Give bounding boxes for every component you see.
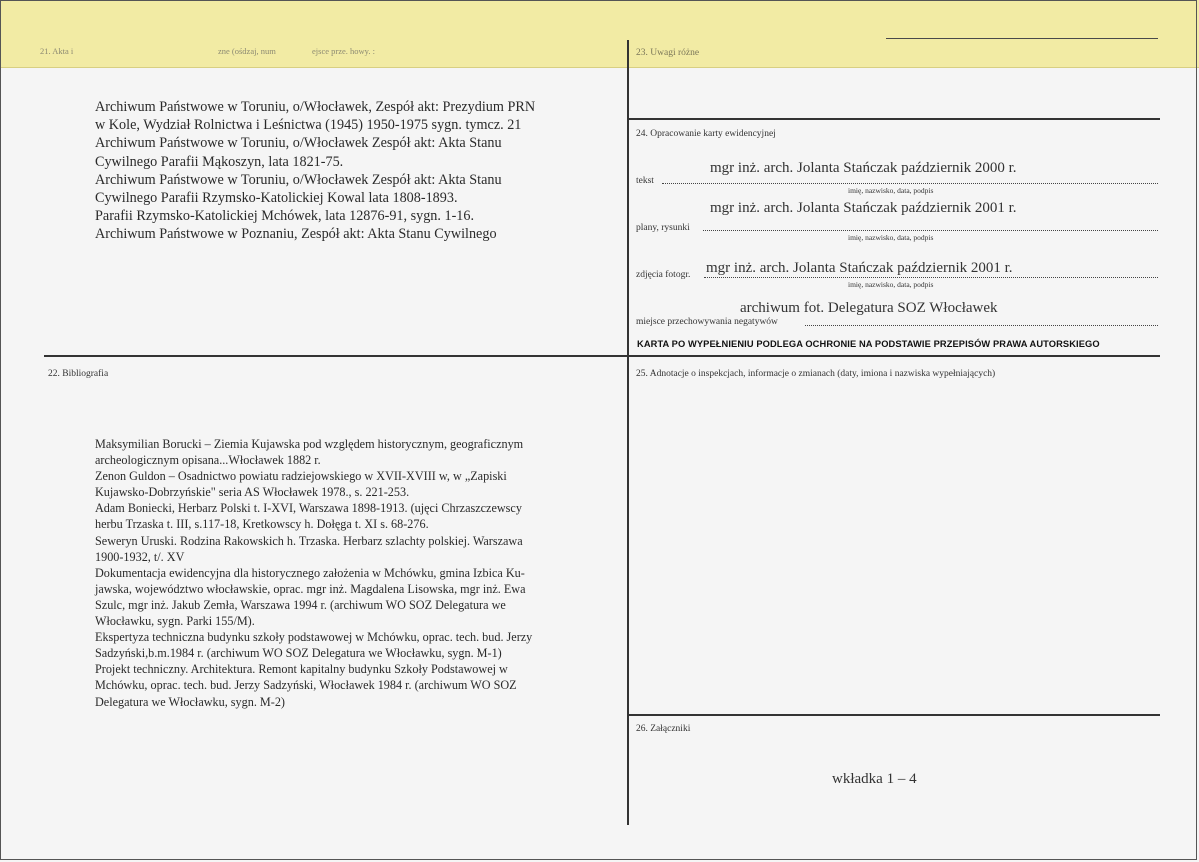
text-row-caption: imię, nazwisko, data, podpis (848, 186, 934, 195)
bibliography-line: Zenon Guldon – Osadnictwo powiatu radziejowskiego w XVII-XVIII w, w „Zapiski (95, 469, 507, 484)
plans-author-value: mgr inż. arch. Jolanta Stańczak październik 2001 r. (710, 200, 1017, 216)
archives-line: Archiwum Państwowe w Toruniu, o/Włocławek Zespół akt: Akta Stanu (95, 135, 502, 152)
bibliography-line: Kujawsko-Dobrzyńskie" seria AS Włocławek 1978., s. 221-253. (95, 485, 410, 500)
photos-author-value: mgr inż. arch. Jolanta Stańczak październik 2001 r. (706, 260, 1013, 276)
bibliography-line: Włocławku, sygn. Parki 155/M). (95, 614, 255, 629)
bibliography-line: Maksymilian Borucki – Ziemia Kujawska pod względem historycznym, geograficznym (95, 437, 524, 451)
field-23-label: 23. Uwagi różne (636, 48, 700, 58)
bibliography-line: Seweryn Uruski. Rodzina Rakowskich h. Trzaska. Herbarz szlachty polskiej. Warszawa (95, 533, 523, 548)
plans-row-label: plany, rysunki (636, 223, 690, 233)
bibliography-line: archeologicznym opisana...Włocławek 1882 r. (95, 453, 321, 468)
bibliography-line: Adam Boniecki, Herbarz Polski t. I-XVI, Warszawa 1898-1913. (ujęci Chrzaszczewscy (95, 501, 522, 516)
bibliography-line: jawska, województwo włocławskie, oprac. mgr inż. Magdalena Lisowska, mgr inż. Ewa (95, 581, 526, 596)
archives-line: Parafii Rzymsko-Katolickiej Mchówek, lata 12876-91, sygn. 1-16. (95, 208, 475, 225)
attachments-value: wkładka 1 – 4 (832, 771, 917, 787)
field-21-label: 21. Akta i (40, 46, 74, 56)
center-divider (627, 40, 629, 825)
archives-line: Archiwum Państwowe w Toruniu, o/Włocławek Zespół akt: Akta Stanu (95, 171, 502, 188)
bibliography-line: Mchówku, oprac. tech. bud. Jerzy Sadzyński, Włocławek 1984 r. (archiwum WO SOZ (95, 678, 517, 693)
bibliography-line: herbu Trzaska t. III, s.117-18, Kretkowscy h. Dołęga t. XI s. 68-276. (95, 517, 429, 532)
archives-line: w Kole, Wydział Rolnictwa i Leśnictwa (1945) 1950-1975 sygn. tymcz. 21 (95, 117, 522, 134)
section-22-label: 22. Bibliografia (48, 369, 109, 379)
bibliography-line: Delegatura we Włocławku, sygn. M-2) (95, 694, 285, 709)
photos-row-label: zdjęcia fotogr. (636, 270, 691, 280)
bibliography-line: 1900-1932, t/. XV (95, 549, 185, 564)
photos-row-line (704, 277, 1158, 278)
bibliography-block (95, 436, 598, 710)
negatives-label: miejsce przechowywania negatywów (636, 317, 778, 327)
plans-row-caption: imię, nazwisko, data, podpis (848, 233, 934, 242)
text-row-line (662, 183, 1158, 184)
archives-line: Cywilnego Parafii Mąkoszyn, lata 1821-75. (95, 153, 344, 170)
field-21-mid-1: zne (ośdzaj, num (218, 46, 276, 56)
bibliography-line: Ekspertyza techniczna budynku szkoły podstawowej w Mchówku, oprac. tech. bud. Jerzy (95, 630, 533, 645)
bibliography-line: Sadzyński,b.m.1984 r. (archiwum WO SOZ Delegatura we Włocławku, sygn. M-1) (95, 646, 502, 661)
section-26-top-rule (628, 714, 1160, 716)
bibliography-line: Dokumentacja ewidencyjna dla historycznego założenia w Mchówku, gmina Izbica Ku- (95, 565, 525, 580)
photos-row-caption: imię, nazwisko, data, podpis (848, 280, 934, 289)
archives-line: Cywilnego Parafii Rzymsko-Katolickiej Kowal lata 1808-1893. (95, 190, 458, 207)
archives-line: Archiwum Państwowe w Toruniu, o/Włocławek, Zespół akt: Prezydium PRN (95, 99, 536, 115)
bibliography-line: Szulc, mgr inż. Jakub Zemła, Warszawa 1994 r. (archiwum WO SOZ Delegatura we (95, 597, 506, 612)
text-author-value: mgr inż. arch. Jolanta Stańczak październik 2000 r. (710, 160, 1017, 176)
copyright-note: KARTA PO WYPEŁNIENIU PODLEGA OCHRONIE NA PODSTAWIE PRZEPISÓW PRAWA AUTORSKIEGO (637, 339, 1100, 349)
header-rule (886, 38, 1158, 39)
middle-divider (44, 355, 1160, 357)
negatives-line (805, 325, 1158, 326)
section-24-label: 24. Opracowanie karty ewidencyjnej (636, 129, 776, 139)
field-21-mid-2: ejsce prze. howy. : (312, 46, 375, 56)
section-25-label: 25. Adnotacje o inspekcjach, informacje o zmianach (daty, imiona i nazwiska wypełniających) (636, 369, 996, 379)
bibliography-line: Projekt techniczny. Architektura. Remont kapitalny budynku Szkoły Podstawowej w (95, 662, 508, 677)
archives-block (95, 98, 623, 244)
archives-line: Archiwum Państwowe w Poznaniu, Zespół akt: Akta Stanu Cywilnego (95, 226, 497, 243)
section-24-top-rule (628, 118, 1160, 120)
text-row-label: tekst (636, 176, 654, 186)
plans-row-line (703, 230, 1158, 231)
section-26-label: 26. Załączniki (636, 724, 691, 734)
negatives-value: archiwum fot. Delegatura SOZ Włocławek (740, 300, 998, 316)
